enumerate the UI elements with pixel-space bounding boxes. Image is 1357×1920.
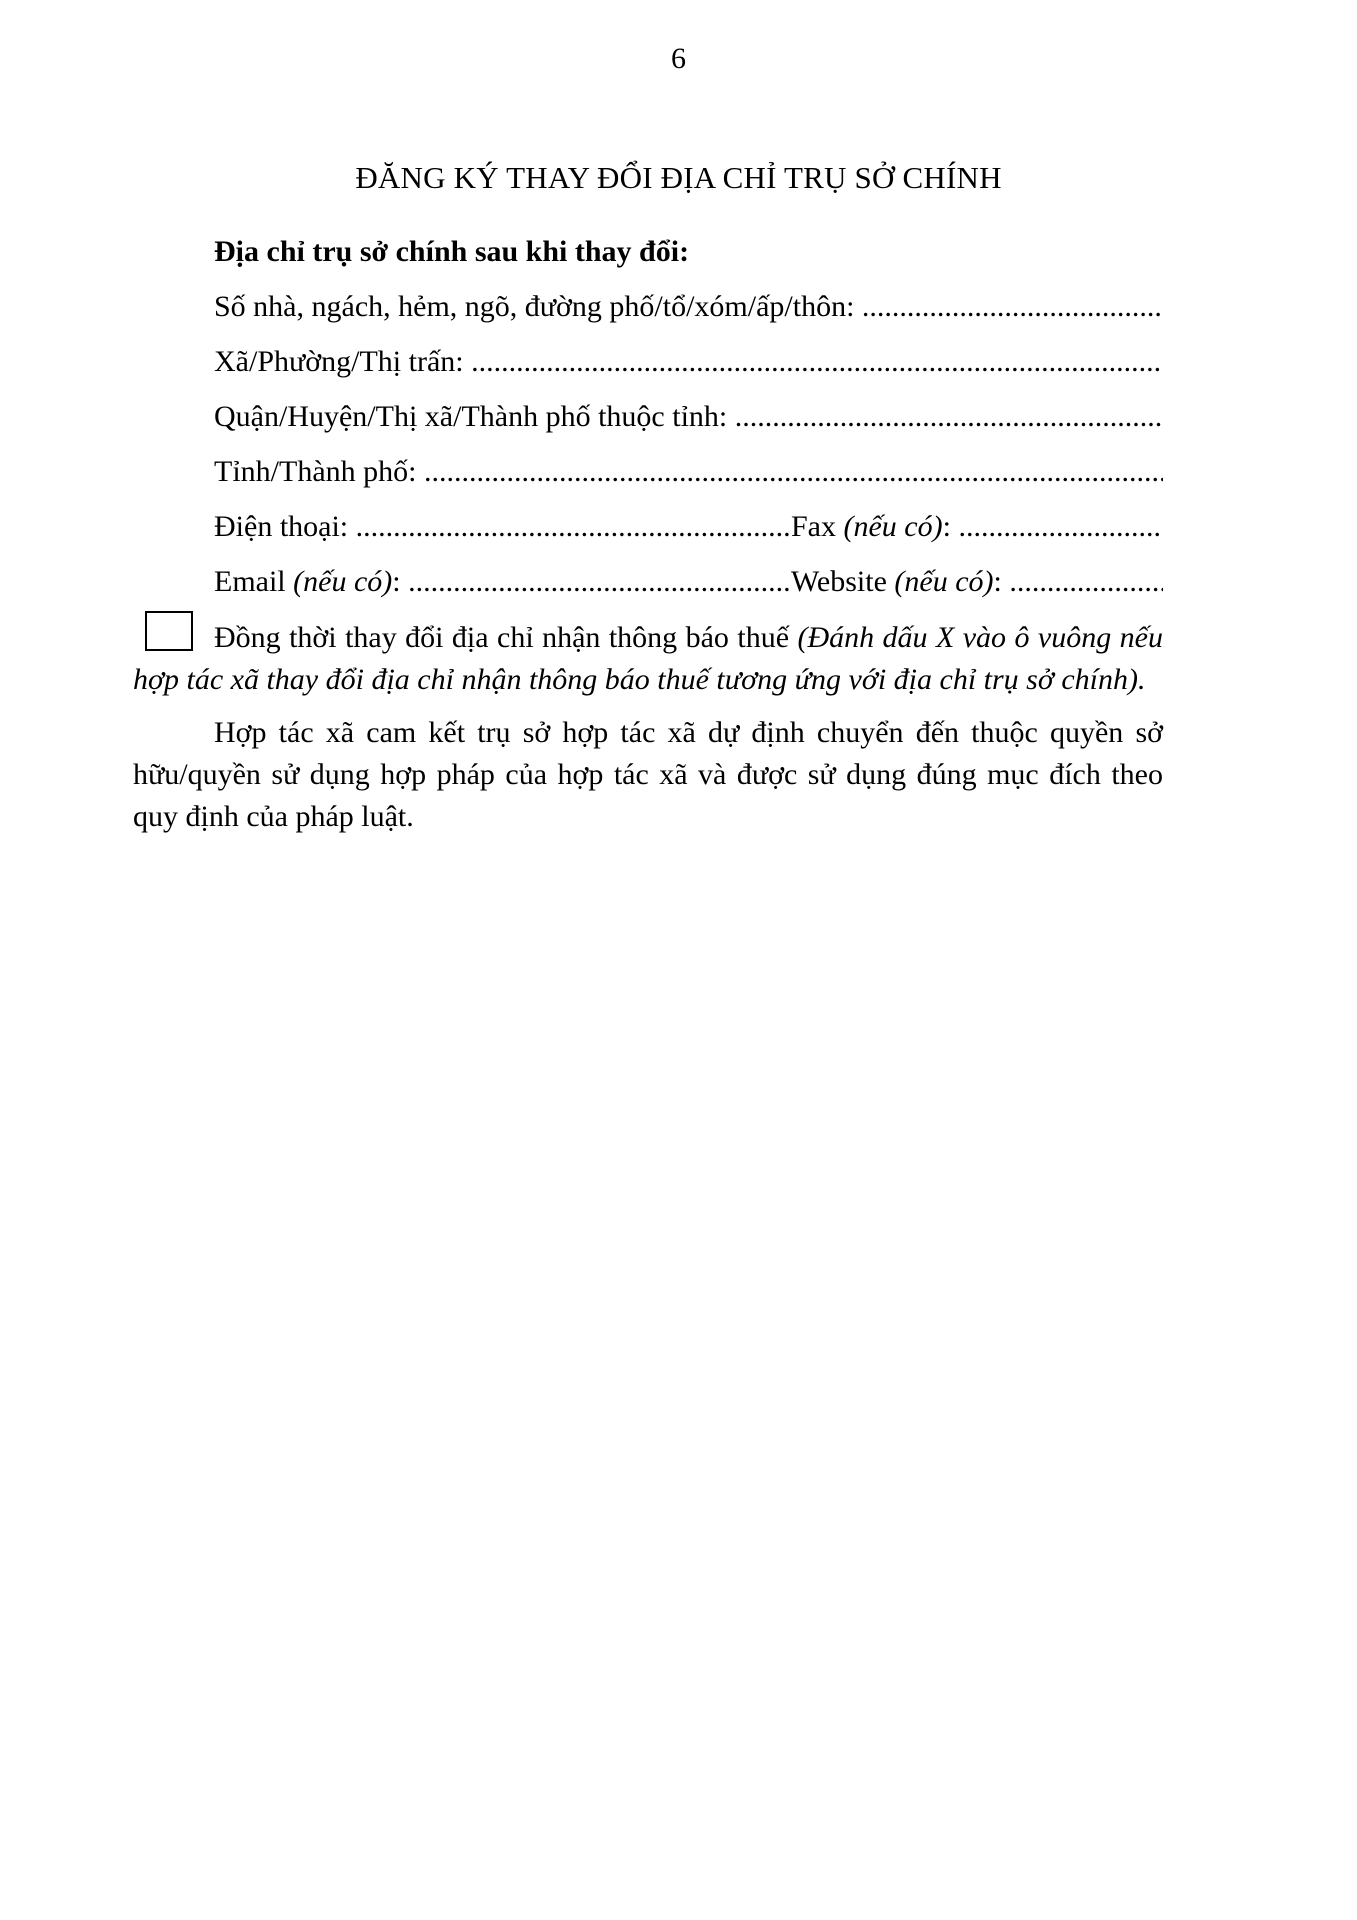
province-fill-line[interactable] [424,452,1163,492]
email-website-row [214,562,1163,602]
street-field[interactable] [214,287,1163,327]
website-label: Website [791,565,895,598]
street-label: Số nhà, ngách, hẻm, ngõ, đường phố/tổ/xóm/ấp/thôn: [214,290,862,323]
ward-field[interactable] [214,342,1163,382]
province-label: Tỉnh/Thành phố: [214,455,424,488]
section-heading: Địa chỉ trụ sở chính sau khi thay đổi: [214,235,690,268]
phone-fill-line[interactable] [356,507,791,547]
district-label: Quận/Huyện/Thị xã/Thành phố thuộc tỉnh: [214,400,735,433]
district-field[interactable] [214,397,1163,437]
ward-fill-line[interactable] [471,342,1163,382]
fax-fill-line[interactable] [958,507,1163,547]
website-note: (nếu có) [894,565,994,598]
page-title: ĐĂNG KÝ THAY ĐỔI ĐỊA CHỈ TRỤ SỞ CHÍNH [355,160,1002,195]
fax-field[interactable] [791,507,1163,547]
checkbox-description [133,617,1163,701]
checkbox-label: Đồng thời thay đổi địa chỉ nhận thông báo thuế [214,621,798,654]
province-field[interactable] [214,452,1163,492]
email-fill-line[interactable] [408,562,791,602]
website-colon: : [993,565,1010,598]
website-fill-line[interactable] [1009,562,1163,602]
fax-label: Fax [791,510,844,543]
commitment-paragraph [133,712,1163,838]
email-note: (nếu có) [293,565,393,598]
district-fill-line[interactable] [735,397,1163,437]
email-label: Email [214,565,294,598]
checkbox-note: (Đánh dấu X vào ô vuông nếu hợp tác xã thay đổi địa chỉ nhận thông báo thuế tương ứng với địa chỉ trụ sở chính). [133,621,1163,696]
email-field[interactable] [214,562,791,602]
ward-label: Xã/Phường/Thị trấn: [214,345,472,378]
fax-colon: : [942,510,959,543]
fax-note: (nếu có) [843,510,943,543]
phone-field[interactable] [214,507,791,547]
commitment-text: Hợp tác xã cam kết trụ sở hợp tác xã dự định chuyển đến thuộc quyền sở hữu/quyền sử dụng hợp pháp của hợp tác xã và được sử dụng đúng mục đích theo quy định của pháp luật. [133,716,1163,833]
email-colon: : [392,565,409,598]
phone-fax-row [214,507,1163,547]
street-fill-line[interactable] [862,287,1163,327]
page-number: 6 [671,42,686,75]
phone-label: Điện thoại: [214,510,356,543]
website-field[interactable] [791,562,1163,602]
